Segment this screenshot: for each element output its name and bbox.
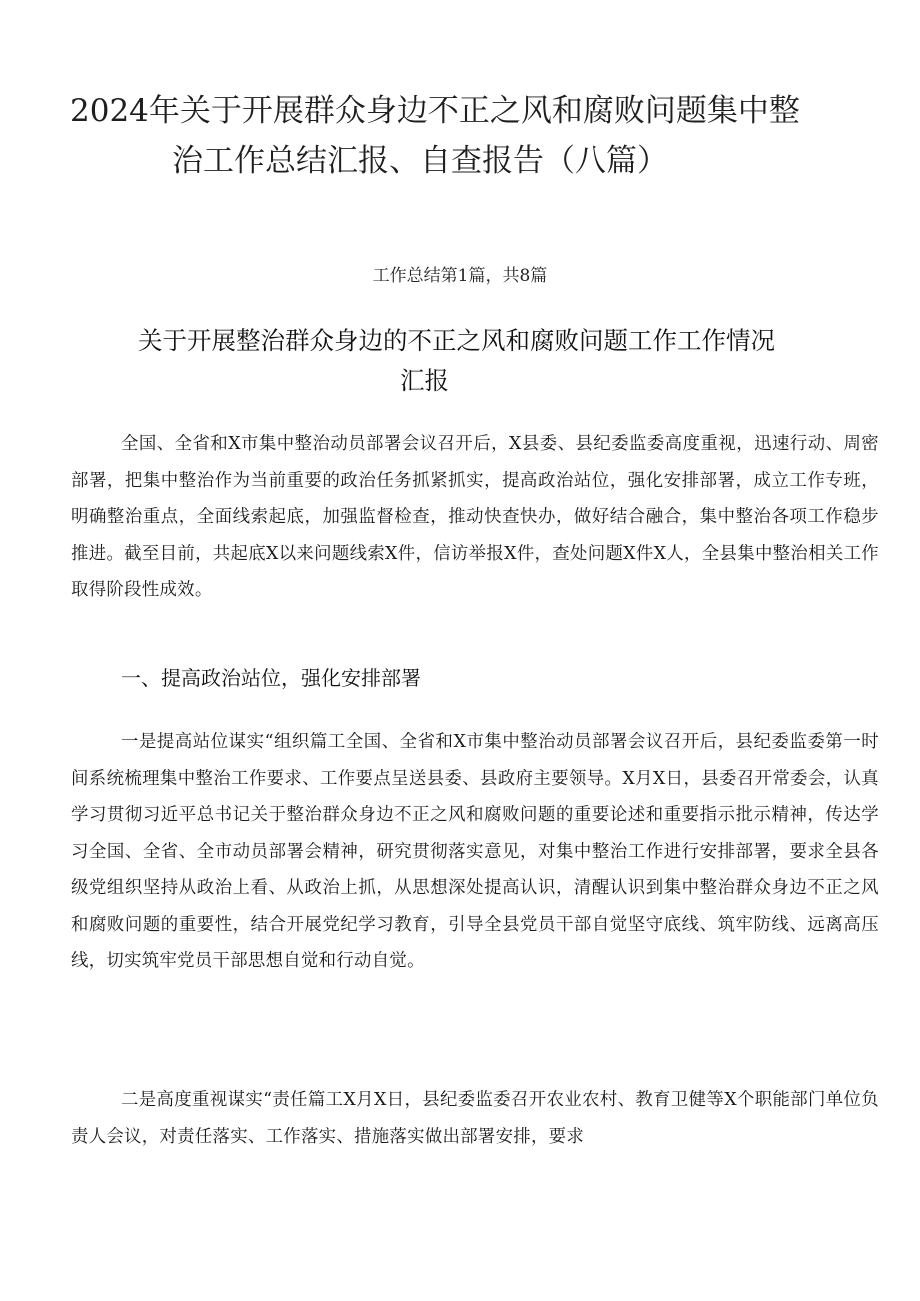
section-title bbox=[138, 321, 878, 401]
section-title-line-1: 关于开展整治群众身边的不正之风和腐败问题工作工作情况 bbox=[138, 326, 775, 355]
heading-part-one: 一、提高政治站位，强化安排部署 bbox=[121, 666, 421, 690]
body-paragraph-responsibility: 二是高度重视谋实“责任篇工X月X日，县纪委监委召开农业农村、教育卫健等X个职能部门单位负责人会议，对责任落实、工作落实、措施落实做出部署安排，要求 bbox=[71, 1090, 879, 1147]
body-paragraph-intro: 全国、全省和X市集中整治动员部署会议召开后，X县委、县纪委监委高度重视，迅速行动、周密部署，把集中整治作为当前重要的政治任务抓紧抓实，提高政治站位，强化安排部署，成立工作专班，明确整治重点，全面线索起底，加强监督检查，推动快查快办，做好结合融合，集中整治各项工作稳步推进。截至目前，共起底X以来问题线索X件，信访举报X件，查处问题X件X人，全县集中整治相关工作取得阶段性成效。 bbox=[71, 434, 879, 600]
document-title bbox=[70, 86, 860, 186]
section-title-line-2: 汇报 bbox=[400, 366, 449, 395]
document-title-line-1: 2024年关于开展群众身边不正之风和腐败问题集中整 bbox=[70, 93, 800, 129]
document-title-line-2: 治工作总结汇报、自查报告（八篇） bbox=[172, 143, 668, 179]
body-paragraph-organization: 一是提高站位谋实“组织篇工全国、全省和X市集中整治动员部署会议召开后，县纪委监委第一时间系统梳理集中整治工作要求、工作要点呈送县委、县政府主要领导。X月X日，县委召开常委会，认真学习贯彻习近平总书记关于整治群众身边不正之风和腐败问题的重要论述和重要指示批示精神，传达学习全国、全省、全市动员部署会精神，研究贯彻落实意见，对集中整治工作进行安排部署，要求全县各级党组织坚持从政治上看、从政治上抓，从思想深处提高认识，清醒认识到集中整治群众身边不正之风和腐败问题的重要性，结合开展党纪学习教育，引导全县党员干部自觉坚守底线、筑牢防线、远离高压线，切实筑牢党员干部思想自觉和行动自觉。 bbox=[71, 732, 879, 971]
article-counter: 工作总结第1篇，共8篇 bbox=[372, 266, 548, 286]
